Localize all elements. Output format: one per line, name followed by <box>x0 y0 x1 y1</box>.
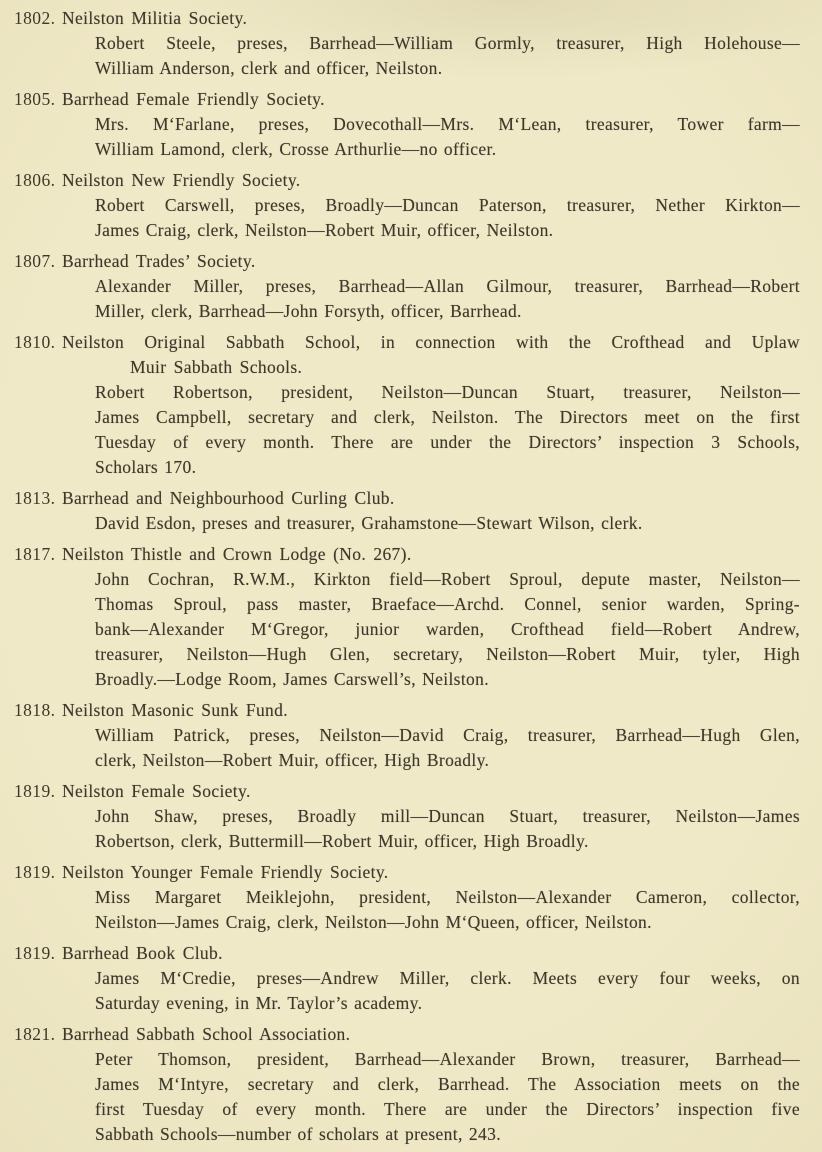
society-entry <box>14 860 800 935</box>
entry-body-line: Sabbath Schools—number of scholars at present, 243. <box>95 1124 501 1144</box>
entry-year: 1818. <box>14 700 56 720</box>
entry-body-line: Robert Robertson, president, Neilston—Duncan Stuart, treasurer, Neilston— <box>95 382 800 402</box>
entry-body-line: Mrs. M‘Farlane, preses, Dovecothall—Mrs. M‘Lean, treasurer, Tower farm— <box>95 114 800 134</box>
society-entry <box>14 330 800 480</box>
entry-body-line: clerk, Neilston—Robert Muir, officer, High Broadly. <box>95 750 490 770</box>
entry-year: 1805. <box>14 89 56 109</box>
entry-body-line: Peter Thomson, president, Barrhead—Alexander Brown, treasurer, Barrhead— <box>95 1049 800 1069</box>
entry-title-line: Muir Sabbath Schools. <box>130 357 303 377</box>
society-entry <box>14 6 800 81</box>
entry-body-line: first Tuesday of every month. There are under the Directors’ inspection five <box>95 1099 800 1119</box>
entry-body-line: Neilston—James Craig, clerk, Neilston—John M‘Queen, officer, Neilston. <box>95 912 652 932</box>
entry-title-line: Neilston Masonic Sunk Fund. <box>62 700 288 720</box>
society-entry <box>14 698 800 773</box>
entry-body-line: Robert Carswell, preses, Broadly—Duncan Paterson, treasurer, Nether Kirkton— <box>95 195 800 215</box>
entry-year: 1819. <box>14 862 56 882</box>
entry-title-line: Neilston Younger Female Friendly Society. <box>62 862 389 882</box>
entry-body-line: John Cochran, R.W.M., Kirkton field—Robert Sproul, depute master, Neilston— <box>95 569 800 589</box>
entry-year: 1810. <box>14 332 56 352</box>
society-entry <box>14 249 800 324</box>
entry-title-line: Neilston Original Sabbath School, in connection with the Crofthead and Uplaw <box>62 332 800 352</box>
entry-title-line: Neilston Female Society. <box>62 781 251 801</box>
entry-title-line: Neilston New Friendly Society. <box>62 170 301 190</box>
entry-body-line: Alexander Miller, preses, Barrhead—Allan Gilmour, treasurer, Barrhead—Robert <box>95 276 800 296</box>
entry-body-line: John Shaw, preses, Broadly mill—Duncan Stuart, treasurer, Neilston—James <box>95 806 800 826</box>
society-entry <box>14 168 800 243</box>
entry-title-line: Barrhead Trades’ Society. <box>62 251 256 271</box>
society-entry <box>14 87 800 162</box>
entry-body-line: bank—Alexander M‘Gregor, junior warden, Crofthead field—Robert Andrew, <box>95 619 800 639</box>
entry-body-line: Robertson, clerk, Buttermill—Robert Muir, officer, High Broadly. <box>95 831 589 851</box>
society-entry <box>14 779 800 854</box>
society-entry <box>14 542 800 692</box>
entry-title-line: Barrhead Sabbath School Association. <box>62 1024 351 1044</box>
society-entry <box>14 1022 800 1147</box>
entry-title-line: Neilston Militia Society. <box>62 8 248 28</box>
entry-year: 1819. <box>14 781 56 801</box>
page-entries <box>14 6 800 1147</box>
society-entry <box>14 941 800 1016</box>
entry-title-line: Barrhead Book Club. <box>62 943 223 963</box>
entry-year: 1817. <box>14 544 56 564</box>
entry-body-line: Tuesday of every month. There are under the Directors’ inspection 3 Schools, <box>95 432 800 452</box>
entry-year: 1807. <box>14 251 56 271</box>
entry-body-line: James Campbell, secretary and clerk, Neilston. The Directors meet on the first <box>95 407 800 427</box>
entry-body-line: Robert Steele, preses, Barrhead—William Gormly, treasurer, High Holehouse— <box>95 33 800 53</box>
entry-year: 1821. <box>14 1024 56 1044</box>
entry-body-line: Saturday evening, in Mr. Taylor’s academy. <box>95 993 423 1013</box>
entry-body-line: Broadly.—Lodge Room, James Carswell’s, Neilston. <box>95 669 489 689</box>
entry-body-line: William Lamond, clerk, Crosse Arthurlie—no officer. <box>95 139 497 159</box>
entry-title-line: Neilston Thistle and Crown Lodge (No. 267). <box>62 544 412 564</box>
entry-body-line: Scholars 170. <box>95 457 197 477</box>
entry-body-line: James M‘Intyre, secretary and clerk, Barrhead. The Association meets on the <box>95 1074 800 1094</box>
entry-year: 1819. <box>14 943 56 963</box>
entry-body-line: James Craig, clerk, Neilston—Robert Muir, officer, Neilston. <box>95 220 554 240</box>
entry-title-line: Barrhead and Neighbourhood Curling Club. <box>62 488 395 508</box>
entry-year: 1806. <box>14 170 56 190</box>
entry-title-line: Barrhead Female Friendly Society. <box>62 89 325 109</box>
entry-body-line: William Anderson, clerk and officer, Neilston. <box>95 58 443 78</box>
entry-year: 1802. <box>14 8 56 28</box>
entry-body-line: David Esdon, preses and treasurer, Grahamstone—Stewart Wilson, clerk. <box>95 513 643 533</box>
entry-body-line: William Patrick, preses, Neilston—David Craig, treasurer, Barrhead—Hugh Glen, <box>95 725 800 745</box>
entry-body-line: Miss Margaret Meiklejohn, president, Neilston—Alexander Cameron, collector, <box>95 887 800 907</box>
entry-body-line: James M‘Credie, preses—Andrew Miller, clerk. Meets every four weeks, on <box>95 968 800 988</box>
entry-body-line: Thomas Sproul, pass master, Braeface—Archd. Connel, senior warden, Spring- <box>95 594 800 614</box>
entry-body-line: treasurer, Neilston—Hugh Glen, secretary, Neilston—Robert Muir, tyler, High <box>95 644 800 664</box>
society-entry <box>14 486 800 536</box>
entry-body-line: Miller, clerk, Barrhead—John Forsyth, officer, Barrhead. <box>95 301 522 321</box>
entry-year: 1813. <box>14 488 56 508</box>
